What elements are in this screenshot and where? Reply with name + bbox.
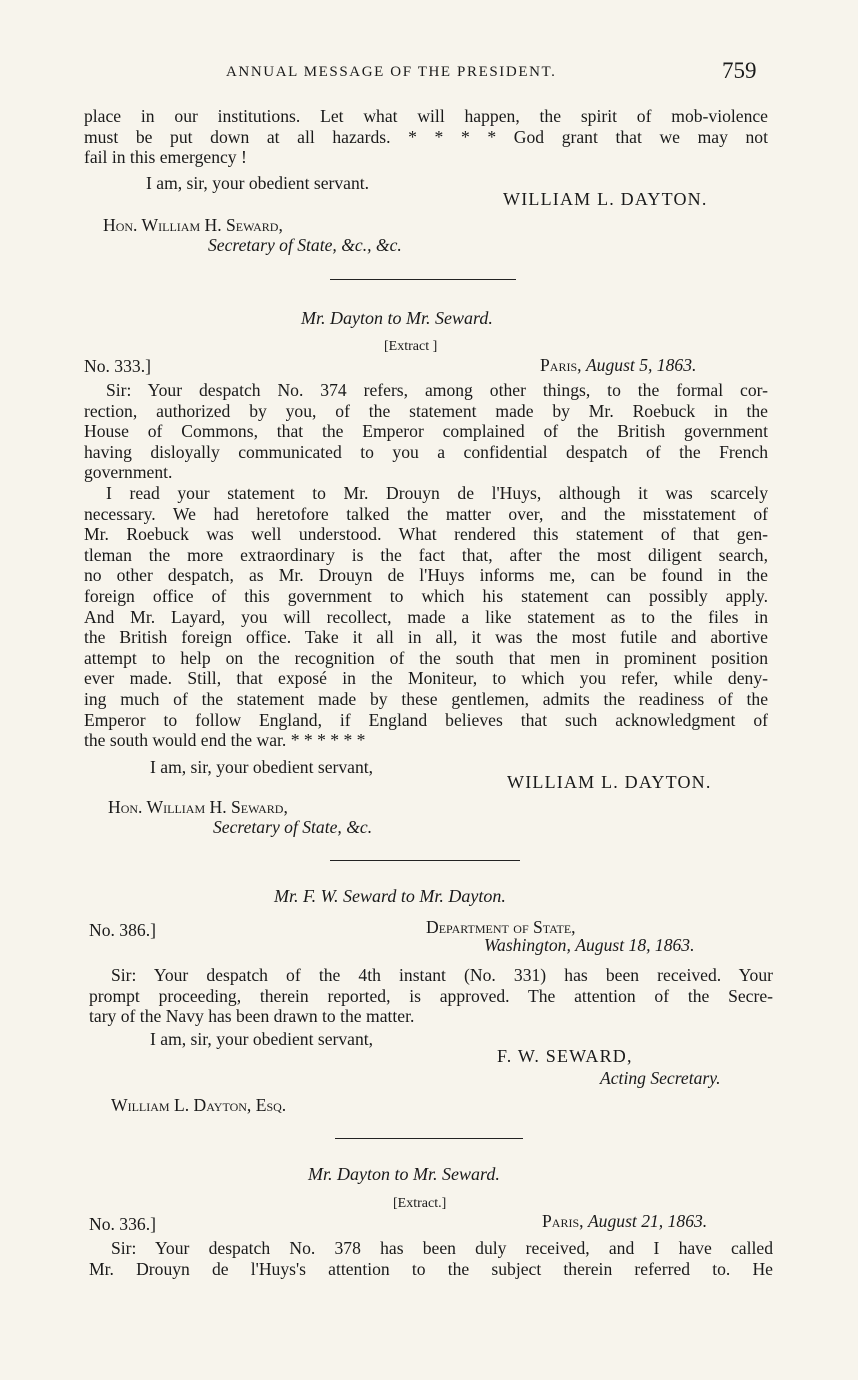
section-divider — [330, 860, 520, 861]
text-line: no other despatch, as Mr. Drouyn de l'Huys informs me, can be found in the — [84, 565, 768, 586]
text-line: Sir: Your despatch No. 374 refers, among other things, to the formal cor- — [106, 380, 768, 400]
letter3-number: No. 386.] — [89, 920, 156, 940]
text-line: House of Commons, that the Emperor complained of the British government — [84, 421, 768, 442]
text-line: necessary. We had heretofore talked the matter over, and the misstatement of — [84, 503, 768, 524]
section-divider — [335, 1138, 523, 1139]
text-line: Mr. Roebuck was well understood. What rendered this statement of that gen- — [84, 524, 768, 545]
letter4-date: August 21, 1863. — [587, 1211, 708, 1231]
letter4-extract-note: [Extract.] — [393, 1196, 447, 1211]
letter3-paragraph-1 — [89, 965, 773, 1027]
letter2-addressee-name: Hon. William H. Seward, — [108, 797, 288, 817]
letter1-closing: I am, sir, your obedient servant. — [146, 173, 370, 193]
letter2-dateline — [540, 355, 696, 376]
letter4-number: No. 336.] — [89, 1214, 156, 1234]
letter3-department: Department of State, — [426, 917, 576, 937]
letter4-place: Paris, — [542, 1211, 584, 1231]
letter1-signature: WILLIAM L. DAYTON. — [503, 189, 708, 209]
text-line: tary of the Navy has been drawn to the matter. — [89, 1006, 415, 1027]
text-line: Mr. Drouyn de l'Huys's attention to the subject therein referred to. He — [89, 1258, 773, 1279]
letter1-addressee-title: Secretary of State, &c., &c. — [208, 235, 402, 255]
letter2-date: August 5, 1863. — [585, 355, 697, 375]
letter2-extract-note: [Extract ] — [384, 339, 438, 354]
text-line: attempt to help on the recognition of the south that men in prominent position — [84, 647, 768, 668]
text-line: rection, authorized by you, of the statement made by Mr. Roebuck in the — [84, 400, 768, 421]
letter3-signer-title: Acting Secretary. — [600, 1068, 721, 1088]
letter2-heading: Mr. Dayton to Mr. Seward. — [301, 308, 493, 328]
text-line: Sir: Your despatch of the 4th instant (No. 331) has been received. Your — [111, 965, 773, 985]
text-line: having disloyally communicated to you a confidential despatch of the French — [84, 441, 768, 462]
letter1-body — [84, 106, 768, 168]
text-line: the British foreign office. Take it all in all, it was the most futile and abortive — [84, 627, 768, 648]
text-line: ing much of the statement made by these gentlemen, admits the readiness of the — [84, 688, 768, 709]
text-line: must be put down at all hazards. * * * * God grant that we may not — [84, 126, 768, 147]
text-line: prompt proceeding, therein reported, is approved. The attention of the Secre- — [89, 985, 773, 1006]
letter3-place: Washington, — [484, 935, 571, 955]
text-line: Emperor to follow England, if England believes that such acknowledgment of — [84, 709, 768, 730]
section-divider — [330, 279, 516, 280]
text-line: Sir: Your despatch No. 378 has been duly received, and I have called — [111, 1238, 773, 1258]
text-line: I read your statement to Mr. Drouyn de l'Huys, although it was scarcely — [106, 483, 768, 503]
letter4-heading: Mr. Dayton to Mr. Seward. — [308, 1164, 500, 1184]
letter2-closing: I am, sir, your obedient servant, — [150, 757, 374, 777]
letter4-paragraph-1 — [89, 1238, 773, 1279]
letter2-number: No. 333.] — [84, 356, 151, 376]
letter3-addressee: William L. Dayton, Esq. — [111, 1095, 287, 1115]
letter2-place: Paris, — [540, 355, 582, 375]
letter2-signature: WILLIAM L. DAYTON. — [507, 772, 712, 792]
text-line: the south would end the war. * * * * * * — [84, 730, 366, 751]
letter3-signature: F. W. SEWARD, — [497, 1046, 633, 1066]
letter4-dateline — [542, 1211, 707, 1232]
letter2-addressee-title: Secretary of State, &c. — [213, 817, 373, 837]
text-line: place in our institutions. Let what will happen, the spirit of mob-violence — [84, 106, 768, 126]
page-number: 759 — [722, 58, 757, 83]
letter3-closing: I am, sir, your obedient servant, — [150, 1029, 374, 1049]
letter3-date: August 18, 1863. — [575, 935, 695, 955]
text-line: And Mr. Layard, you will recollect, made a like statement as to the files in — [84, 606, 768, 627]
letter3-heading: Mr. F. W. Seward to Mr. Dayton. — [274, 886, 506, 906]
letter1-addressee-name: Hon. William H. Seward, — [103, 215, 283, 235]
text-line: fail in this emergency ! — [84, 147, 247, 168]
running-head: ANNUAL MESSAGE OF THE PRESIDENT. — [226, 64, 557, 80]
text-line: tleman the more extraordinary is the fact that, after the most diligent search, — [84, 544, 768, 565]
text-line: government. — [84, 462, 173, 483]
letter3-dateline — [484, 935, 695, 956]
letter2-paragraph-2 — [84, 483, 768, 751]
letter2-paragraph-1 — [84, 380, 768, 483]
page-header — [0, 58, 858, 88]
text-line: foreign office of this government to which his statement can possibly apply. — [84, 585, 768, 606]
text-line: ever made. Still, that exposé in the Moniteur, to which you refer, while deny- — [84, 668, 768, 689]
